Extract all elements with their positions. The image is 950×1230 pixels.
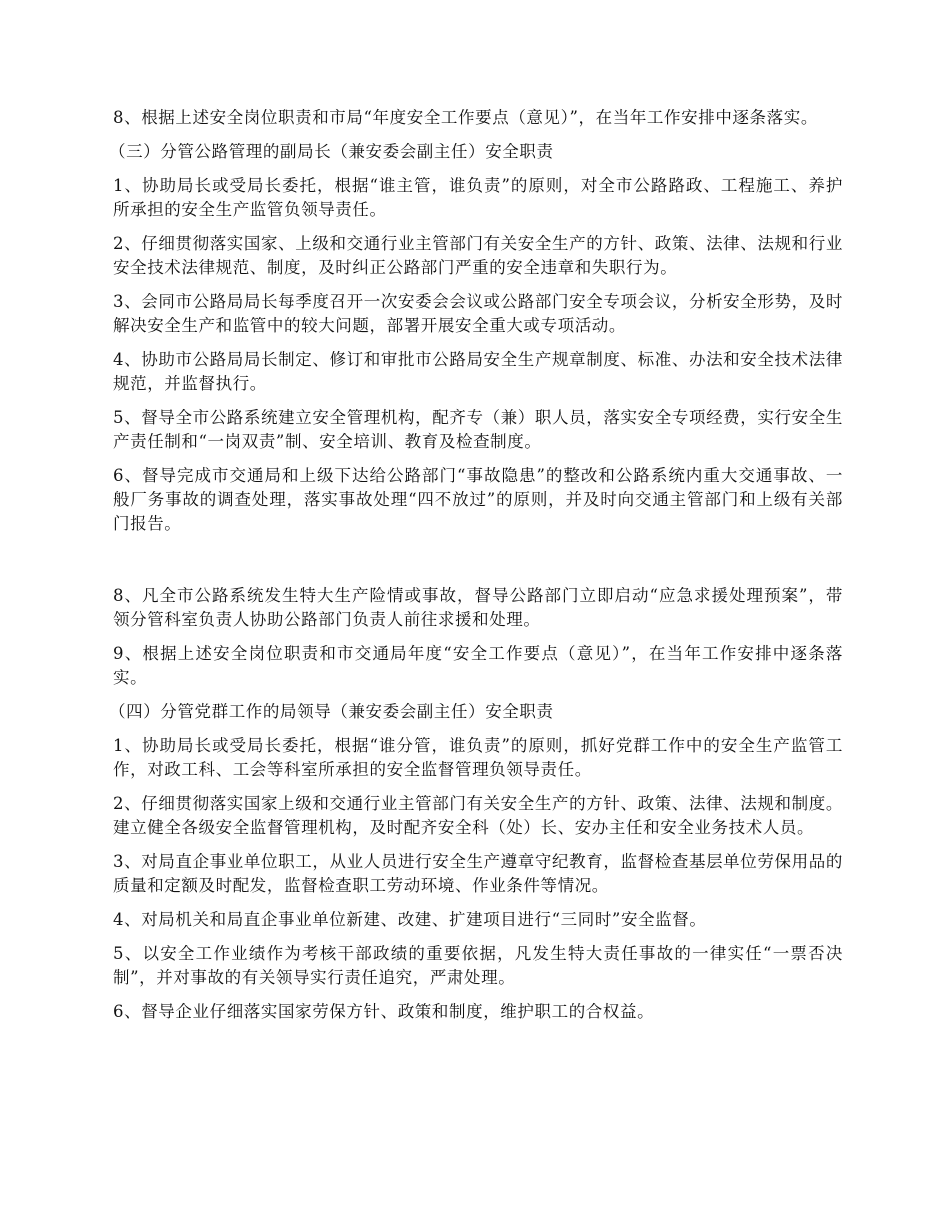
paragraph-item-1: 1、协助局长或受局长委托，根据“谁主管，谁负责”的原则，对全市公路路政、工程施工、养护所承担的安全生产监管负领导责任。: [113, 176, 843, 219]
paragraph-item-8b: 8、凡全市公路系统发生特大生产险情或事故，督导公路部门立即启动“应急求援处理预案”，带领分管科室负责人协助公路部门负责人前往求援和处理。: [113, 586, 843, 629]
paragraph-item-1b: 1、协助局长或受局长委托，根据“谁分管，谁负责”的原则，抓好党群工作中的安全生产监管工作，对政工科、工会等科室所承担的安全监督管理负领导责任。: [113, 736, 843, 779]
paragraph-item-3: 3、会同市公路局局长每季度召开一次安委会会议或公路部门安全专项会议，分析安全形势，及时解决安全生产和监管中的较大问题，部署开展安全重大或专项活动。: [113, 292, 843, 335]
paragraph-item-2b: 2、仔细贯彻落实国家上级和交通行业主管部门有关安全生产的方针、政策、法律、法规和制度。建立健全各级安全监督管理机构，及时配齐安全科（处）长、安办主任和安全业务技术人员。: [113, 794, 843, 837]
paragraph-gap: [113, 546, 843, 584]
document-page: [109, 106, 843, 1034]
paragraph-item-2: 2、仔细贯彻落实国家、上级和交通行业主管部门有关安全生产的方针、政策、法律、法规和行业安全技术法律规范、制度，及时纠正公路部门严重的安全违章和失职行为。: [113, 234, 843, 277]
paragraph-item-5: 5、督导全市公路系统建立安全管理机构，配齐专（兼）职人员，落实安全专项经费，实行安全生产责任制和“一岗双责”制、安全培训、教育及检查制度。: [113, 408, 843, 451]
paragraph-item-6b: 6、督导企业仔细落实国家劳保方针、政策和制度，维护职工的合权益。: [113, 1002, 655, 1021]
paragraph-item-4: 4、协助市公路局局长制定、修订和审批市公路局安全生产规章制度、标准、办法和安全技术法律规范，并监督执行。: [113, 350, 843, 393]
paragraph-item-9: 9、根据上述安全岗位职责和市交通局年度“安全工作要点（意见）”，在当年工作安排中逐条落实。: [113, 644, 843, 687]
paragraph-item-5b: 5、以安全工作业绩作为考核干部政绩的重要依据，凡发生特大责任事故的一律实任“一票否决制”，并对事故的有关领导实行责任追究，严肃处理。: [113, 944, 843, 987]
section-heading-4: （四）分管党群工作的局领导（兼安委会副主任）安全职责: [109, 702, 554, 721]
paragraph-item-3b: 3、对局直企事业单位职工，从业人员进行安全生产遵章守纪教育，监督检查基层单位劳保用品的质量和定额及时配发，监督检查职工劳动环境、作业条件等情况。: [113, 852, 843, 895]
paragraph-item-6: 6、督导完成市交通局和上级下达给公路部门“事故隐患”的整改和公路系统内重大交通事故、一般厂务事故的调查处理，落实事故处理“四不放过”的原则，并及时向交通主管部门和上级有关部门报告。: [113, 466, 843, 533]
paragraph-item-8: 8、根据上述安全岗位职责和市局“年度安全工作要点（意见）”，在当年工作安排中逐条落实。: [113, 108, 818, 127]
paragraph-item-4b: 4、对局机关和局直企事业单位新建、改建、扩建项目进行“三同时”安全监督。: [113, 910, 707, 929]
section-heading-3: （三）分管公路管理的副局长（兼安委会副主任）安全职责: [109, 142, 554, 161]
